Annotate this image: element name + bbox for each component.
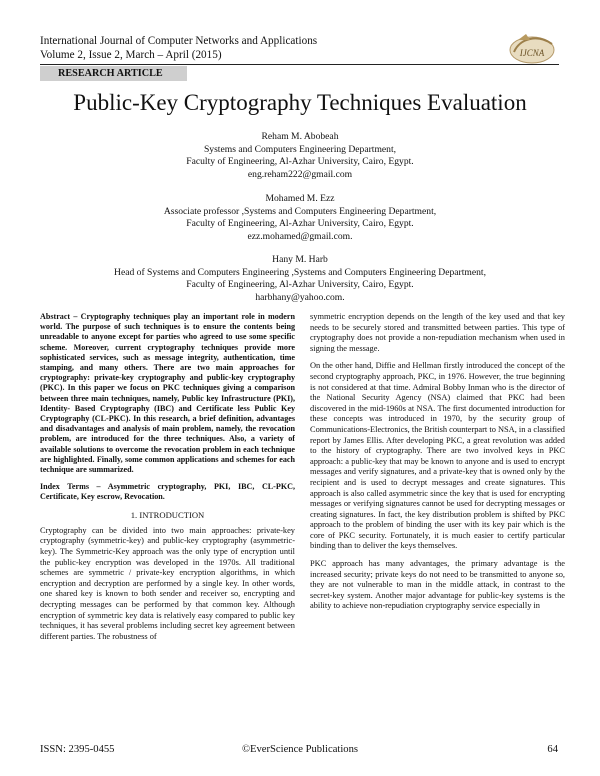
intro-paragraph: Cryptography can be divided into two main approaches: private-key cryptography (symmetric-key) and public-key cryptography (asymmetric-key). The Symmetric-Key approach was the only type of encryption until the public-key encryption was developed in the 1970s. All traditional schemes are symmetric / private-key encryption algorithms, in which encryption and decryption are performed by a single key. In other words, one shared key is known to both sender and receiver so, encrypting and decrypting messages can be performed by that common key. Although encryption of symmetric key data is relatively easy compared to public key techniques, it has several problems including secret key agreement between different parties. The robustness of <box>40 525 295 641</box>
author-email[interactable]: eng.reham222@gmail.com <box>247 168 353 180</box>
article-type-label: RESEARCH ARTICLE <box>40 66 187 81</box>
header-divider <box>40 64 559 65</box>
body-paragraph: On the other hand, Diffie and Hellman firstly introduced the concept of the second cryptography approach, PKC, in 1976. However, the true beginning is not considered at that time. Admiral Bobby Inman who is the director of the National Security Agency (NSA) claimed that PKC had been discovered in the mid-1960s at NSA. The first documented introduction for these concepts was introduced in 1970, by the security group of Communications-Electronics, the British counterpart to NSA, in a classified report by James Ellis. After developing PKC, a great revolution was added to the history of cryptography. There are two involved keys in PKC approach: a public-key that may be known to anyone and is used to encrypt messages and verify signatures, and a private-key that is owned only by the recipient and is used to decrypt messages and create signatures. This approach is also called asymmetric since the key that is used for encrypting messages or verifying signatures cannot be used for decrypting messages or creating signatures. In fact, the key distribution problem is shifted by PKC approach to the problem of binding the user with its key pair which is the core of PKC security. Fortunately, it is much easier to certify particular binding than to deliver the keys themselves. <box>310 361 565 551</box>
author-name: Reham M. Abobeah <box>261 131 339 142</box>
footer-issn: ISSN: 2395-0455 <box>40 744 115 755</box>
section-heading: 1. INTRODUCTION <box>130 509 205 520</box>
journal-name: International Journal of Computer Networks and Applications <box>40 35 318 47</box>
footer-publisher: ©EverScience Publications <box>241 744 358 755</box>
body-paragraph: symmetric encryption depends on the length of the key used and that key needs to be securely stored and transmitted between parties. This type of cryptography does not provide a non-repudiation mechanism when used in signing the message. <box>310 312 565 353</box>
journal-logo-icon <box>508 30 556 66</box>
author-role: Associate professor ,Systems and Computers Engineering Department, <box>163 205 437 217</box>
journal-header <box>40 34 317 62</box>
author-block <box>0 254 600 304</box>
author-name: Hany M. Harb <box>272 254 328 265</box>
abstract: Abstract – Cryptography techniques play an important role in modern world. The purpose of such techniques is to ensure the contents being unreadable to anyone except for parties who agreed to use some specific scheme. Moreover, current cryptography techniques provide more sophisticated services, such as message integrity, authentication, time stamping, and many others. There are two main approaches for cryptography: private-key cryptography and public-key cryptography (PKC). In this paper we focus on PKC techniques giving a comparison between three main techniques, namely, Public key Infrastructure (PKI), Identity- Based Cryptography (IBC) and Certificate less Public Key Cryptography (CL-PKC). In this research, a brief definition, advantages and disadvantages and analysis of main problem, namely, the revocation problem, are introduced for the three techniques. Also, a variety of available solutions to overcome the revocation problem in each technique are highlighted. Finally, some common applications and schemes for each technique are summarized. <box>40 312 295 475</box>
author-block <box>0 193 600 243</box>
author-email[interactable]: harbhany@yahoo.com. <box>255 291 345 303</box>
author-role: Systems and Computers Engineering Department, <box>203 143 397 155</box>
logo-text: IJCNA <box>519 48 545 58</box>
author-affiliation: Faculty of Engineering, Al-Azhar University, Cairo, Egypt. <box>186 279 414 290</box>
page-number: 64 <box>547 744 558 755</box>
author-affiliation: Faculty of Engineering, Al-Azhar University, Cairo, Egypt. <box>186 218 414 229</box>
index-terms: Index Terms – Asymmetric cryptography, PKI, IBC, CL-PKC, Certificate, Key escrow, Revocation. <box>40 482 295 502</box>
author-role: Head of Systems and Computers Engineering ,Systems and Computers Engineering Department, <box>114 266 486 278</box>
left-column <box>40 312 295 649</box>
volume-issue: Volume 2, Issue 2, March – April (2015) <box>40 49 222 61</box>
author-block <box>0 131 600 181</box>
body-paragraph: PKC approach has many advantages, the primary advantage is the increased security; private keys do not need to be transmitted to anyone so, they are not vulnerable to man in the middle attack, in contrast to the secret-key system. Another major advantage for public-key systems is the ability to achieve non-repudiation cryptography service especially in <box>310 559 565 611</box>
author-name: Mohamed M. Ezz <box>265 193 335 204</box>
paper-title: Public-Key Cryptography Techniques Evaluation <box>73 90 527 115</box>
right-column <box>310 312 565 619</box>
author-affiliation: Faculty of Engineering, Al-Azhar University, Cairo, Egypt. <box>186 156 414 167</box>
author-email[interactable]: ezz.mohamed@gmail.com. <box>247 230 353 242</box>
